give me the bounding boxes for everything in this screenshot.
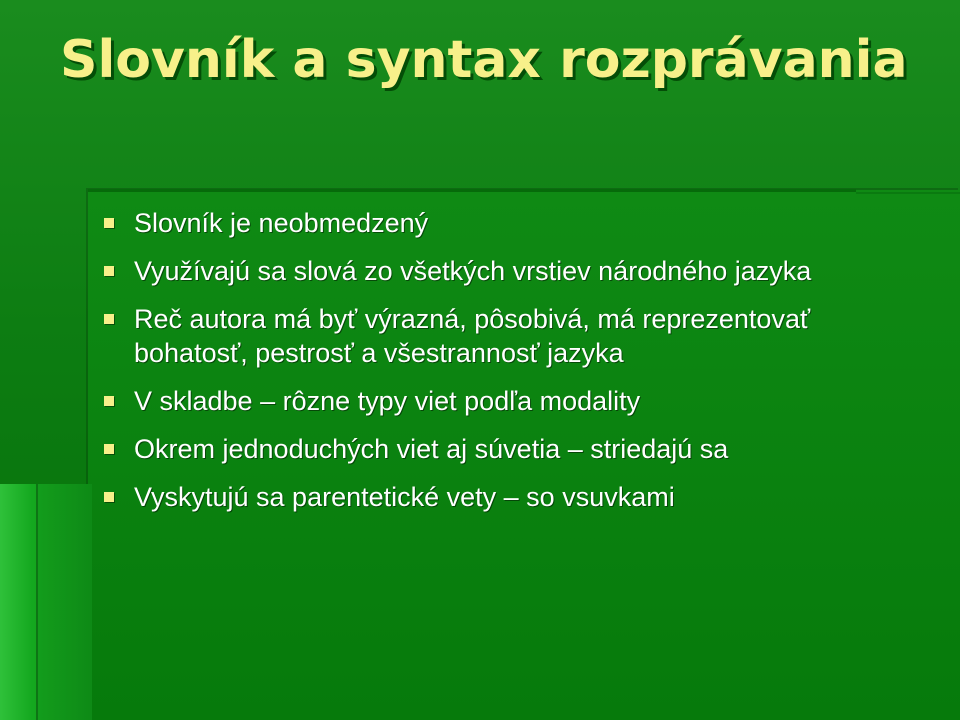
bullet-item [100, 302, 860, 370]
bullet-text: V skladbe – rôzne typy viet podľa modality [134, 386, 641, 416]
bullet-text: Vyskytujú sa parentetické vety – so vsuvkami [134, 482, 675, 512]
decorative-rule [88, 189, 856, 192]
square-bullet-icon [104, 492, 114, 502]
bullet-text: Slovník je neobmedzený [134, 208, 429, 238]
square-bullet-icon [104, 314, 114, 324]
slide-title: Slovník a syntax rozprávania [60, 30, 908, 90]
bullet-item [100, 206, 860, 240]
bullet-list [100, 206, 860, 528]
bullet-item [100, 384, 860, 418]
bullet-text: Využívajú sa slová zo všetkých vrstiev národného jazyka [134, 256, 812, 286]
bullet-item [100, 480, 860, 514]
square-bullet-icon [104, 396, 114, 406]
decorative-panel-left-inner [36, 484, 92, 720]
bullet-text: Reč autora má byť výrazná, pôsobivá, má reprezentovať bohatosť, pestrosť a všestrannosť jazyka [134, 304, 811, 368]
bullet-item [100, 254, 860, 288]
bullet-text: Okrem jednoduchých viet aj súvetia – striedajú sa [134, 434, 729, 464]
decorative-rule-right [856, 192, 960, 194]
square-bullet-icon [104, 218, 114, 228]
bullet-item [100, 432, 860, 466]
square-bullet-icon [104, 444, 114, 454]
square-bullet-icon [104, 266, 114, 276]
